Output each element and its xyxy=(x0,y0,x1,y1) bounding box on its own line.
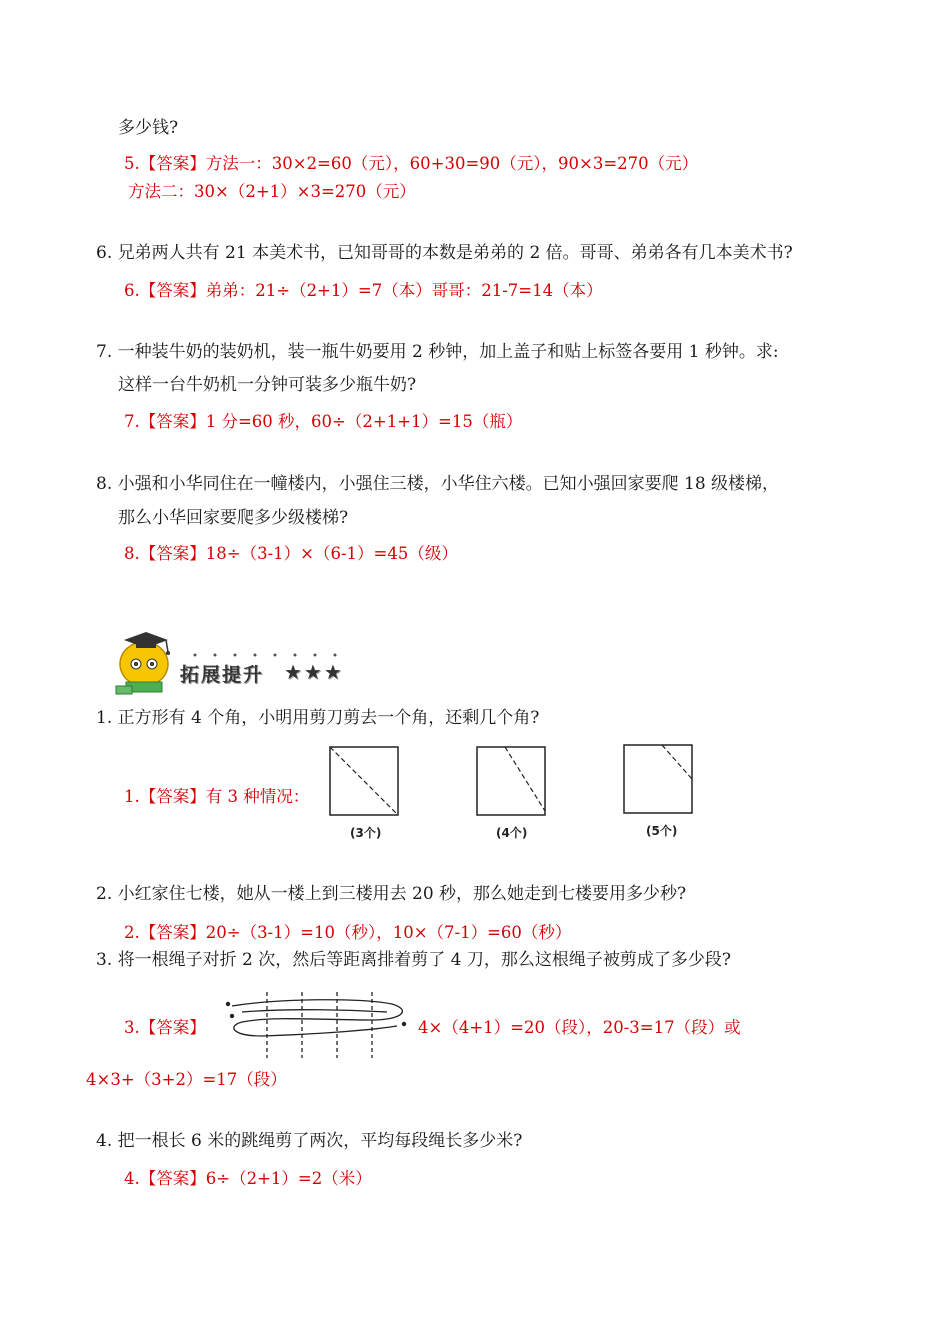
extension-answer-2: 2.【答案】20÷（3-1）=10（秒），10×（7-1）=60（秒） xyxy=(124,923,572,942)
answer-5-line1: 5.【答案】方法一：30×2=60（元），60+30=90（元），90×3=270（元） xyxy=(124,154,699,173)
extension-question-4: 4. 把一根长 6 米的跳绳剪了两次，平均每段绳长多少米? xyxy=(96,1131,523,1151)
extension-answer-3-right: 4×（4+1）=20（段），20-3=17（段）或 xyxy=(418,1018,741,1037)
folded-rope-figure xyxy=(222,990,412,1060)
answer-5-line2: 方法二：30×（2+1）×3=270（元） xyxy=(128,182,416,201)
extension-question-2: 2. 小红家住七楼，她从一楼上到三楼用去 20 秒，那么她走到七楼要用多少秒? xyxy=(96,884,687,904)
question-8-line1: 8. 小强和小华同住在一幢楼内，小强住三楼，小华住六楼。已知小强回家要爬 18 级楼梯， xyxy=(96,474,780,494)
question-7-line2: 这样一台牛奶机一分钟可装多少瓶牛奶? xyxy=(118,375,417,395)
section-title: 拓展提升 xyxy=(180,664,265,686)
extension-question-3: 3. 将一根绳子对折 2 次，然后等距离排着剪了 4 刀，那么这根绳子被剪成了多少段? xyxy=(96,950,731,970)
banner-dots xyxy=(190,652,340,658)
extension-question-1: 1. 正方形有 4 个角，小明用剪刀剪去一个角，还剩几个角? xyxy=(96,708,540,728)
extension-answer-3-label: 3.【答案】 xyxy=(124,1018,206,1037)
question-7-line1: 7. 一种装牛奶的装奶机，装一瓶牛奶要用 2 秒钟，加上盖子和贴上标签各要用 1 秒钟。求: xyxy=(96,342,779,362)
section-stars: ★★★ xyxy=(284,660,344,684)
question-6: 6. 兄弟两人共有 21 本美术书，已知哥哥的本数是弟弟的 2 倍。哥哥、弟弟各有几本美术书? xyxy=(96,243,793,263)
extension-answer-4: 4.【答案】6÷（2+1）=2（米） xyxy=(124,1169,372,1188)
cut-square-1 xyxy=(328,745,400,817)
cut-square-3 xyxy=(622,743,694,815)
answer-7: 7.【答案】1 分=60 秒，60÷（2+1+1）=15（瓶） xyxy=(124,412,523,431)
extension-answer-3-line2: 4×3+（3+2）=17（段） xyxy=(86,1070,287,1089)
extension-answer-1: 1.【答案】有 3 种情况： xyxy=(124,787,310,806)
mascot-icon xyxy=(110,628,180,698)
caption-square-1: (3个) xyxy=(350,826,382,840)
q4-tail: 多少钱? xyxy=(118,118,179,138)
caption-square-2: (4个) xyxy=(496,826,528,840)
answer-8: 8.【答案】18÷（3-1）×（6-1）=45（级） xyxy=(124,544,458,563)
cut-square-2 xyxy=(475,745,547,817)
question-8-line2: 那么小华回家要爬多少级楼梯? xyxy=(118,508,349,528)
answer-6: 6.【答案】弟弟：21÷（2+1）=7（本）哥哥：21-7=14（本） xyxy=(124,281,603,300)
caption-square-3: (5个) xyxy=(646,824,678,838)
